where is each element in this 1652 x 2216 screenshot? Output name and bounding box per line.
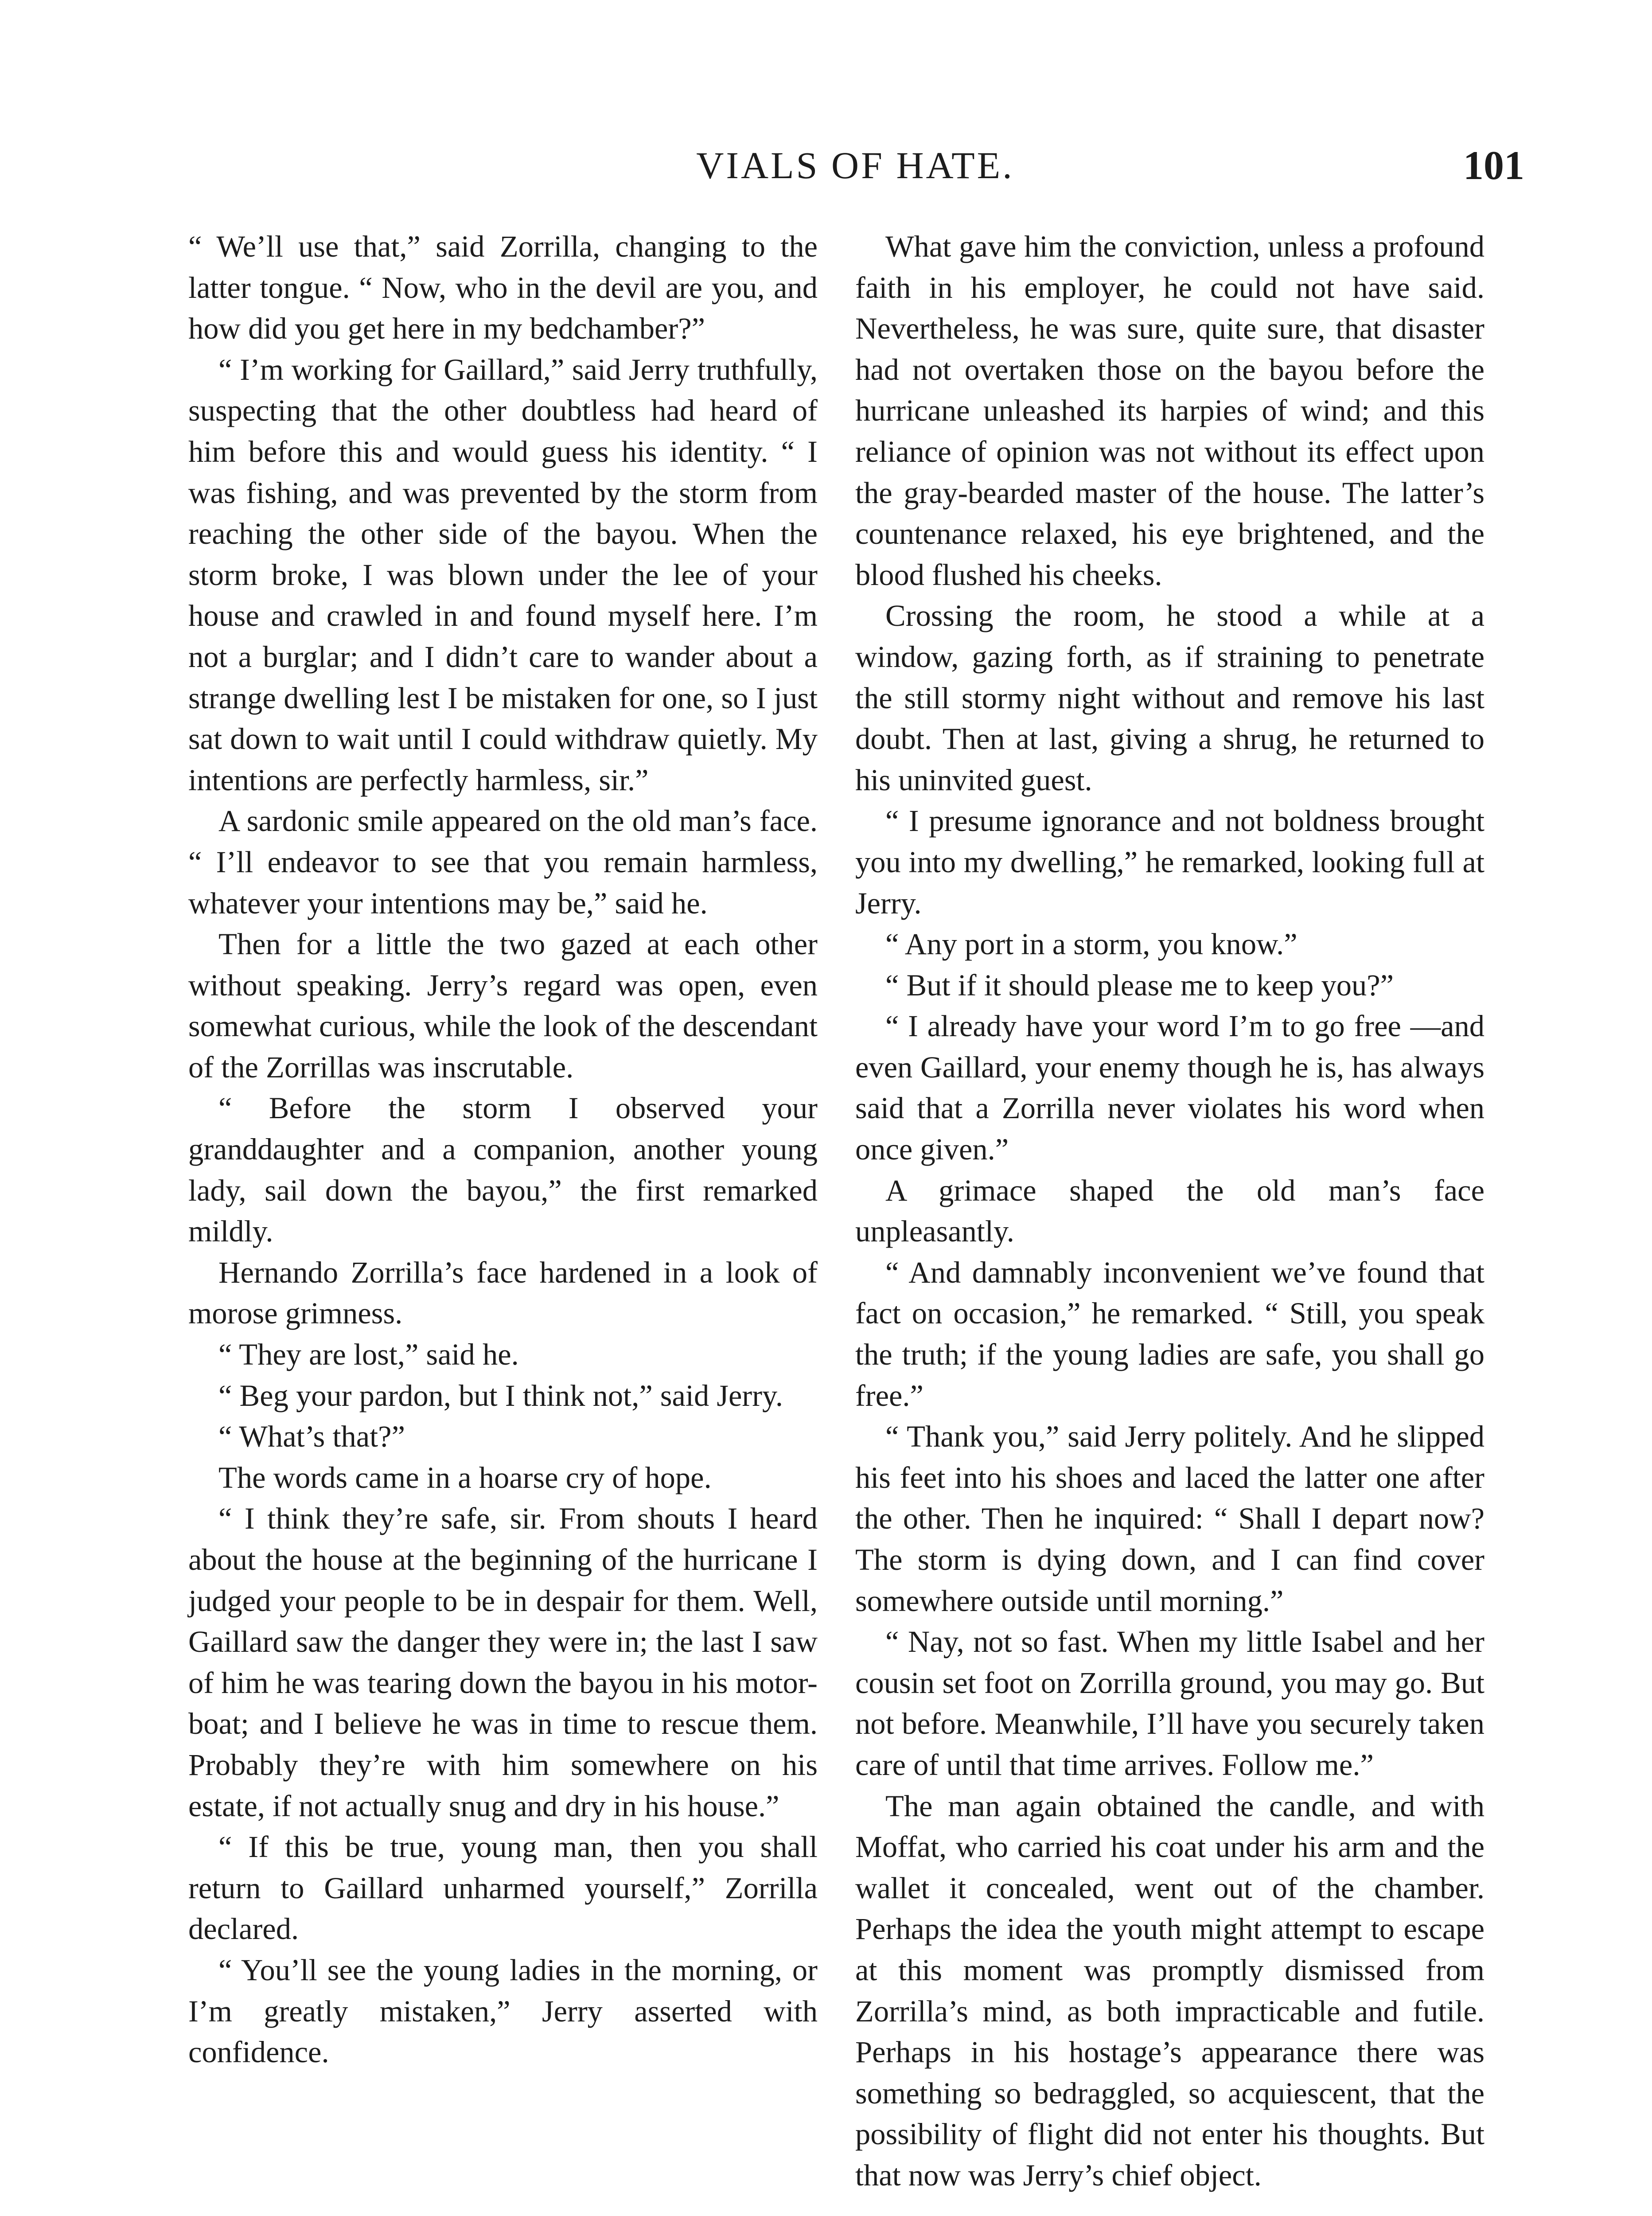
paragraph: Then for a little the two gazed at each other without speaking. Jerry’s regard was open, even somewhat curious, while the look of the descendant of the Zorrillas was inscrutable.: [188, 927, 818, 1084]
chapter-title: VIALS OF HATE.: [696, 144, 1014, 187]
paragraph: “ And damnably inconvenient we’ve found that fact on occasion,” he remarked. “ Still, you speak the truth; if the young ladies are safe, you shall go free.”: [855, 1255, 1484, 1412]
paragraph: “ Before the storm I observed your granddaughter and a companion, another young lady, sail down the bayou,” the first remarked mildly.: [188, 1091, 818, 1248]
paragraph: A grimace shaped the old man’s face unpleasantly.: [855, 1173, 1484, 1248]
paragraph: “ What’s that?”: [218, 1420, 405, 1454]
paragraph: What gave him the conviction, unless a profound faith in his employer, he could not have said. Nevertheless, he was sure, quite sure, that disaster had not overtaken those on the bayou before the hurricane unleashed its harpies of wind; and this reliance of opinion was not without its effect upon the gray-bearded master of the house. The latter’s countenance relaxed, his eye brightened, and the blood flushed his cheeks.: [855, 230, 1484, 592]
paragraph: “ I presume ignorance and not boldness brought you into my dwelling,” he remarked, looking full at Jerry.: [855, 804, 1484, 920]
paragraph: The man again obtained the candle, and with Moffat, who carried his coat under his arm and the wallet it concealed, went out of the chamber. Perhaps the idea the youth might attempt to escape at this moment was promptly dismissed from Zorrilla’s mind, as both impracticable and futile. Perhaps in his hostage’s appearance there was something so bedraggled, so acquiescent, that the possibility of flight did not enter his thoughts. But that now was Jerry’s chief object.: [855, 1789, 1484, 2192]
paragraph: “ Beg your pardon, but I think not,” said Jerry.: [218, 1378, 783, 1412]
paragraph: “ Any port in a storm, you know.”: [885, 927, 1297, 961]
paragraph: The words came in a hoarse cry of hope.: [218, 1460, 712, 1494]
paragraph: “ They are lost,” said he.: [218, 1338, 519, 1372]
paragraph: “ You’ll see the young ladies in the morning, or I’m greatly mistaken,” Jerry asserted with confidence.: [188, 1953, 818, 2069]
paragraph: “ If this be true, young man, then you shall return to Gaillard unharmed yourself,” Zorrilla declared.: [188, 1830, 818, 1946]
paragraph: A sardonic smile appeared on the old man’s face. “ I’ll endeavor to see that you remain harmless, whatever your intentions may be,” said he.: [188, 804, 818, 920]
paragraph: “ I’m working for Gaillard,” said Jerry truthfully, suspecting that the other doubtless had heard of him before this and would guess his identity. “ I was fishing, and was prevented by the storm from reaching the other side of the bayou. When the storm broke, I was blown under the lee of your house and crawled in and found myself here. I’m not a burglar; and I didn’t care to wander about a strange dwelling lest I be mistaken for one, so I just sat down to wait until I could withdraw quietly. My intentions are perfectly harmless, sir.”: [188, 352, 818, 797]
paragraph: “ Nay, not so fast. When my little Isabel and her cousin set foot on Zorrilla ground, you may go. But not before. Meanwhile, I’ll have you securely taken care of until that time arrives. Follow me.”: [855, 1625, 1484, 1782]
left-text-column: [188, 226, 818, 2073]
paragraph: Crossing the room, he stood a while at a window, gazing forth, as if straining to penetrate the still stormy night without and remove his last doubt. Then at last, giving a shrug, he returned to his uninvited guest.: [855, 599, 1484, 797]
paragraph: “ Thank you,” said Jerry politely. And he slipped his feet into his shoes and laced the latter one after the other. Then he inquired: “ Shall I depart now? The storm is dying down, and I can find cover somewhere outside until morning.”: [855, 1420, 1484, 1618]
right-text-column: [855, 226, 1484, 2196]
page-number: 101: [1463, 143, 1524, 188]
paragraph: Hernando Zorrilla’s face hardened in a look of morose grimness.: [188, 1255, 818, 1330]
paragraph: “ We’ll use that,” said Zorrilla, changing to the latter tongue. “ Now, who in the devil are you, and how did you get here in my bedchamber?”: [188, 230, 818, 346]
paragraph: “ I think they’re safe, sir. From shouts I heard about the house at the beginning of the hurricane I judged your people to be in despair for them. Well, Gaillard saw the danger they were in; the last I saw of him he was tearing down the bayou in his motor-boat; and I believe he was in time to rescue them. Probably they’re with him somewhere on his estate, if not actually snug and dry in his house.”: [188, 1502, 818, 1823]
paragraph: “ I already have your word I’m to go free —and even Gaillard, your enemy though he is, has always said that a Zorrilla never violates his word when once given.”: [855, 1009, 1484, 1167]
running-header: [186, 141, 1524, 190]
paragraph: “ But if it should please me to keep you?”: [885, 968, 1394, 1002]
